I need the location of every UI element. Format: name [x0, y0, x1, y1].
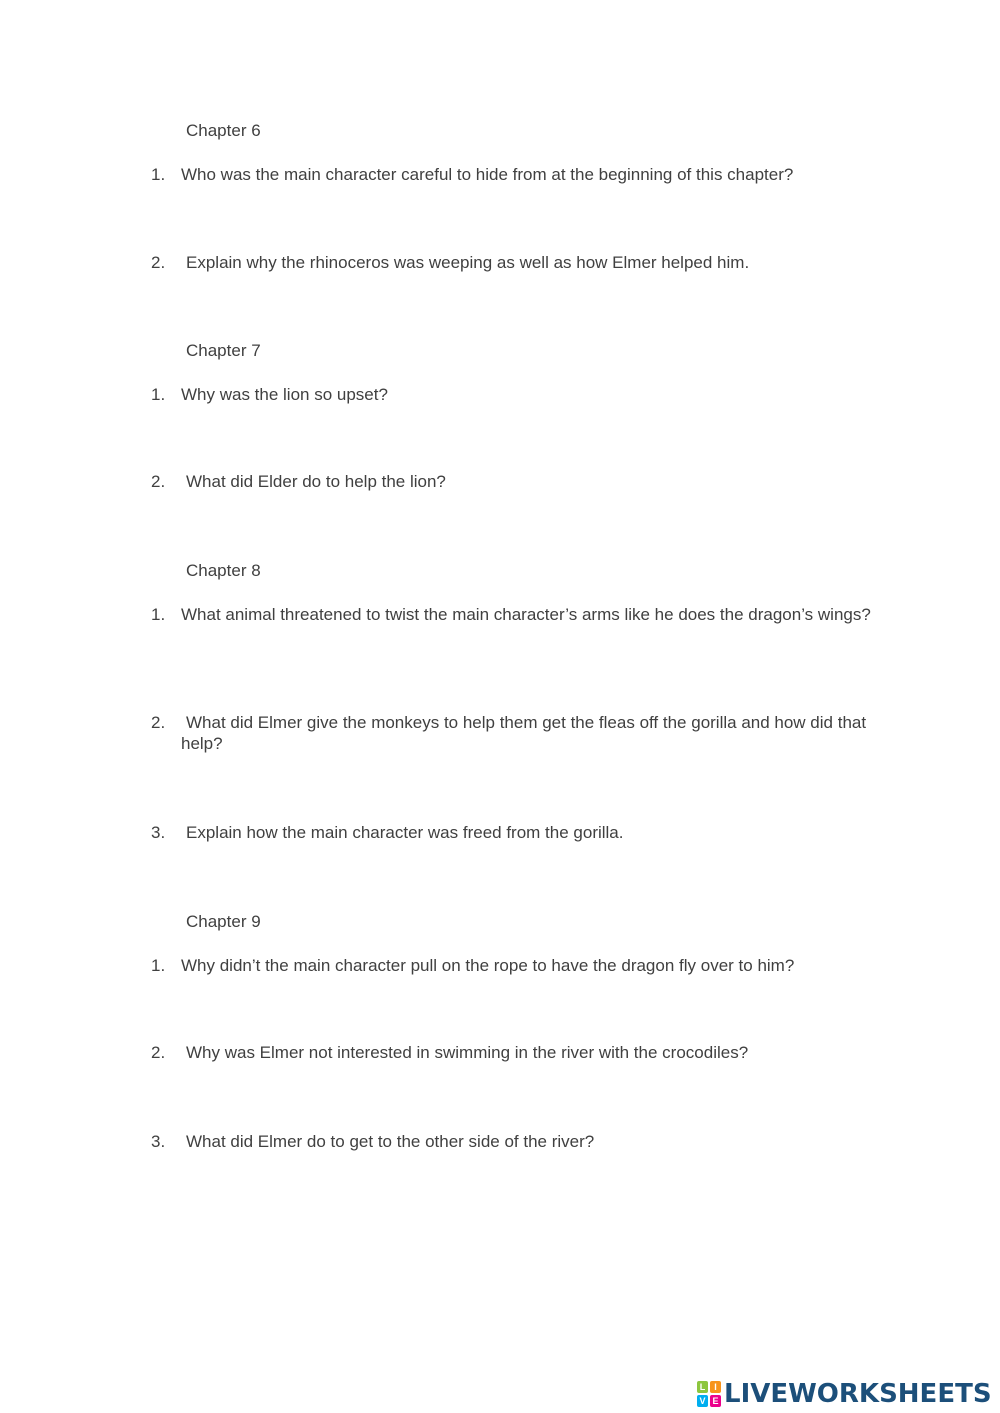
question-ch8-2	[151, 712, 871, 754]
question-number: 2.	[151, 253, 166, 272]
question-text: What did Elmer give the monkeys to help them get the fleas off the gorilla and how did that help?	[181, 713, 867, 753]
brand-name: LIVEWORKSHEETS	[724, 1379, 992, 1409]
question-ch9-2	[151, 1042, 871, 1063]
chapter-6-heading: Chapter 6	[186, 121, 261, 140]
question-text: Explain how the main character was freed from the gorilla.	[186, 823, 624, 842]
question-ch7-1	[151, 384, 871, 405]
question-ch6-1	[151, 164, 871, 185]
question-number: 1.	[151, 165, 166, 184]
question-number: 1.	[151, 605, 166, 624]
question-ch8-3	[151, 822, 871, 843]
question-number: 3.	[151, 823, 166, 842]
question-number: 1.	[151, 956, 166, 975]
question-text: What did Elder do to help the lion?	[186, 472, 446, 491]
chapter-8-heading: Chapter 8	[186, 561, 261, 580]
question-number: 2.	[151, 472, 166, 491]
logo-tile: E	[710, 1395, 721, 1407]
question-text: Why was the lion so upset?	[181, 385, 388, 404]
question-ch8-1	[151, 604, 871, 625]
question-number: 2.	[151, 1043, 166, 1062]
logo-tiles-icon	[697, 1381, 721, 1407]
question-number: 3.	[151, 1132, 166, 1151]
question-number: 1.	[151, 385, 166, 404]
question-text: What did Elmer do to get to the other side of the river?	[186, 1132, 595, 1151]
question-ch7-2	[151, 471, 871, 492]
question-text: Why was Elmer not interested in swimming in the river with the crocodiles?	[186, 1043, 749, 1062]
question-ch9-3	[151, 1131, 871, 1152]
logo-tile: I	[710, 1381, 721, 1393]
question-ch6-2	[151, 252, 871, 273]
question-ch9-1	[151, 955, 871, 976]
question-text: Why didn’t the main character pull on the rope to have the dragon fly over to him?	[181, 956, 795, 975]
question-text: What animal threatened to twist the main character’s arms like he does the dragon’s wings?	[181, 605, 871, 624]
liveworksheets-logo	[697, 1378, 992, 1410]
logo-tile: V	[697, 1395, 708, 1407]
question-text: Explain why the rhinoceros was weeping as well as how Elmer helped him.	[186, 253, 750, 272]
chapter-9-heading: Chapter 9	[186, 912, 261, 931]
logo-tile: L	[697, 1381, 708, 1393]
question-text: Who was the main character careful to hide from at the beginning of this chapter?	[181, 165, 794, 184]
question-number: 2.	[151, 713, 166, 732]
chapter-7-heading: Chapter 7	[186, 341, 261, 360]
